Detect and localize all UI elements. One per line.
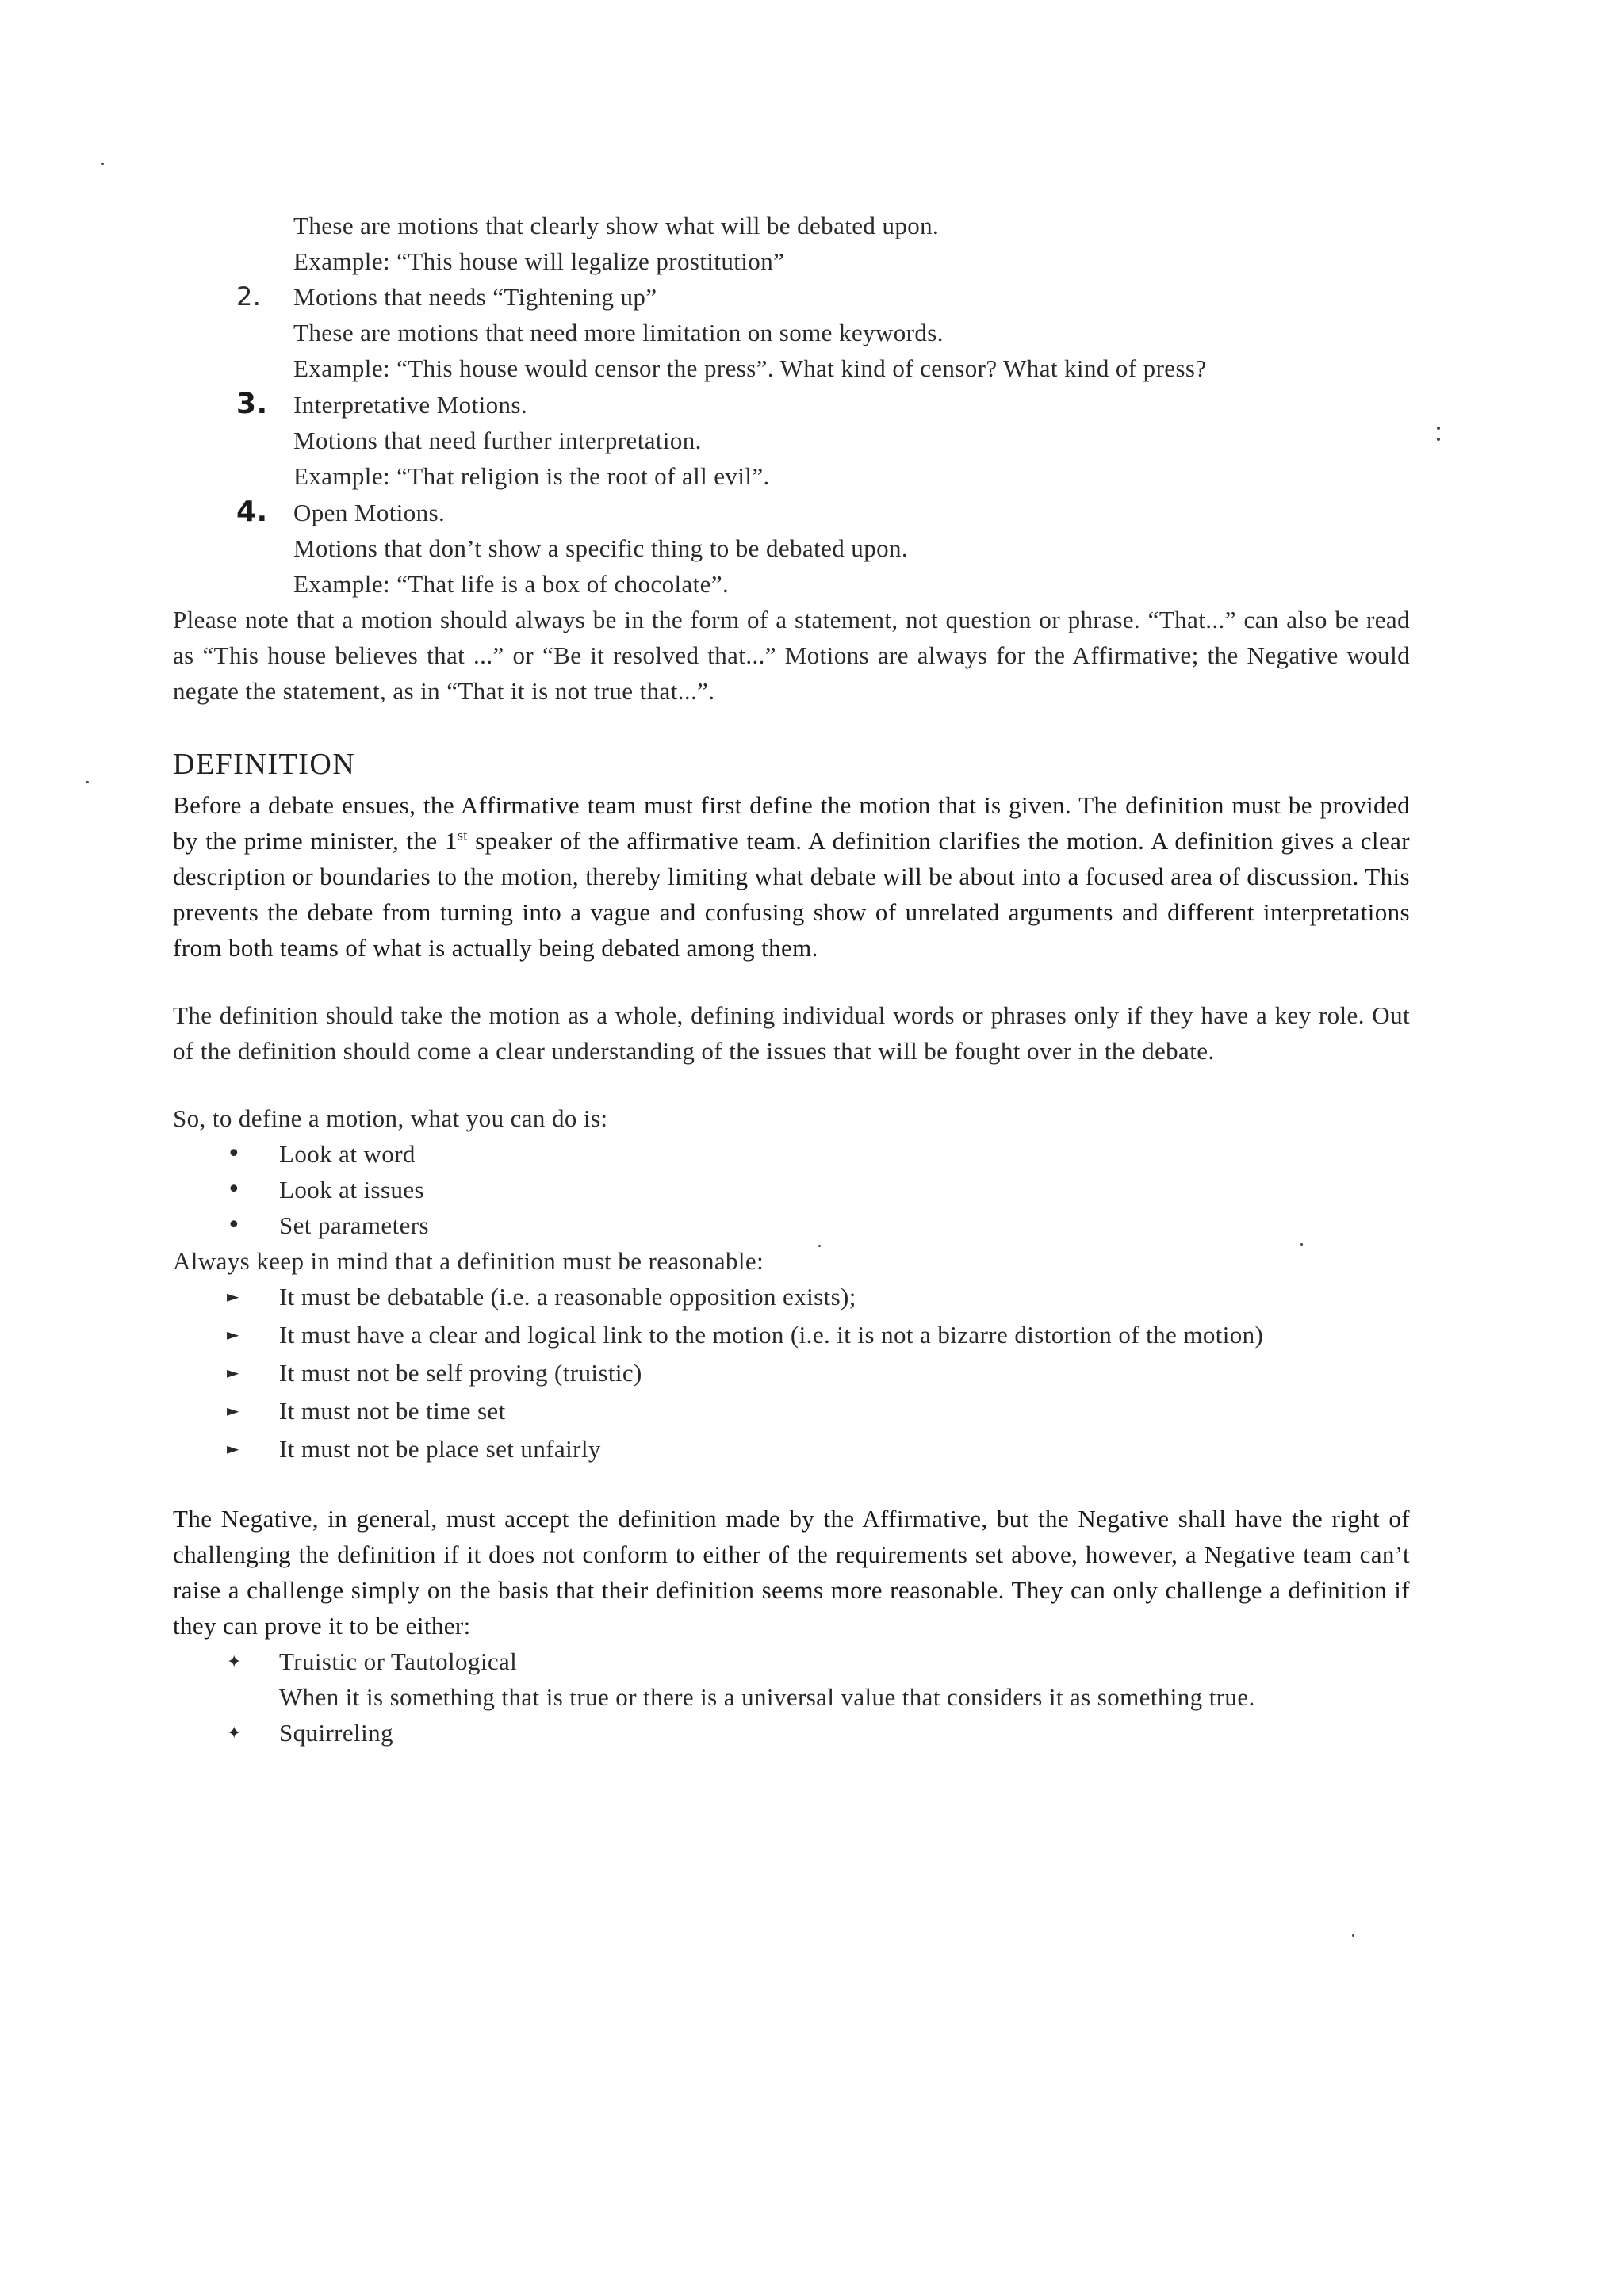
scan-speck — [86, 781, 89, 783]
type2-example: Example: “This house would censor the press”. What kind of censor? What kind of press? — [293, 354, 1207, 382]
definition-paragraph-2: The definition should take the motion as a whole, defining individual words or phrases only if they have a key role. Out of the definition should come a clear understanding of the issues that will be fought over in the debate. — [173, 1001, 1410, 1065]
reasonable-intro: Always keep in mind that a definition must be reasonable: — [173, 1247, 764, 1275]
type4-title: Open Motions. — [293, 499, 446, 526]
list-item: ► It must not be place set unfairly — [173, 1431, 1410, 1469]
arrow-bullet-icon — [173, 1355, 279, 1393]
list-item — [173, 1715, 1410, 1753]
type4-number: 4. — [236, 496, 268, 528]
type4-description: Motions that don’t show a specific thing to be debated upon. — [293, 534, 909, 562]
section-heading-definition: DEFINITION — [173, 748, 356, 781]
motion-type-1 — [173, 208, 1410, 279]
type3-title: Interpretative Motions. — [293, 391, 528, 419]
arrow-bullet-icon — [173, 1317, 279, 1355]
scan-speck — [102, 163, 104, 165]
bullet-dot-icon — [173, 1136, 279, 1172]
type1-description: These are motions that clearly show what will be debated upon. — [293, 212, 940, 239]
challenge-title: Squirreling — [279, 1719, 393, 1747]
reasonable-rules-list — [173, 1279, 1410, 1469]
diamond-bullet-icon — [173, 1715, 279, 1753]
type2-description: These are motions that need more limitation on some keywords. — [293, 319, 944, 346]
definition-paragraph-1-start: Before a debate ensues, the Affirmative team must first define the motion that is given. The definition must be provided by the prime minister, the 1 — [173, 791, 1410, 855]
challenge-list — [173, 1644, 1410, 1753]
arrow-bullet-icon — [173, 1279, 279, 1317]
define-steps-list — [173, 1136, 1410, 1243]
definition-paragraph-1 — [173, 787, 1410, 966]
list-item: • Look at issues — [173, 1172, 1410, 1207]
bullet-dot-icon — [173, 1207, 279, 1243]
list-item: ► It must have a clear and logical link to the motion (i.e. it is not a bizarre distortion of the motion) — [173, 1317, 1410, 1355]
list-item: • Look at word — [173, 1136, 1410, 1172]
page-content — [173, 208, 1410, 1753]
motion-type-3 — [173, 386, 1410, 494]
list-item: ► It must not be self proving (truistic) — [173, 1355, 1410, 1393]
note-paragraph: Please note that a motion should always be in the form of a statement, not question or phrase. “That...” can also be read as “This house believes that ...” or “Be it resolved that...” Motions are always for the Affirmative; the Negative would negate the statement, as in “That it is not true that...”. — [173, 606, 1410, 705]
negative-paragraph: The Negative, in general, must accept the definition made by the Affirmative, but the Negative shall have the right of challenging the definition if it does not conform to either of the requirements set above, however, a Negative team can’t raise a challenge simply on the basis that their definition seems more reasonable. They can only challenge a definition if they can prove it to be either: — [173, 1505, 1410, 1640]
type3-number: 3. — [236, 388, 268, 420]
define-intro: So, to define a motion, what you can do is: — [173, 1104, 608, 1132]
type4-example: Example: “That life is a box of chocolate”. — [293, 570, 730, 598]
list-item — [173, 1644, 1410, 1715]
list-item: ► It must not be time set — [173, 1393, 1410, 1431]
list-item: ► It must be debatable (i.e. a reasonable opposition exists); — [173, 1279, 1410, 1317]
challenge-title: Truistic or Tautological — [279, 1647, 518, 1675]
list-item: • Set parameters — [173, 1207, 1410, 1243]
motion-type-4 — [173, 494, 1410, 602]
arrow-bullet-icon — [173, 1431, 279, 1469]
type3-description: Motions that need further interpretation. — [293, 427, 702, 454]
type3-example: Example: “That religion is the root of all evil”. — [293, 462, 770, 490]
scan-speck — [1352, 1934, 1354, 1937]
scan-speck — [1437, 427, 1440, 430]
bullet-dot-icon — [173, 1172, 279, 1207]
definition-paragraph-1-end: speaker of the affirmative team. A definition clarifies the motion. A definition gives a clear description or boundaries to the motion, thereby limiting what debate will be about into a focused area of discussion. This prevents the debate from turning into a vague and confusing show of unrelated arguments and different interpretations from both teams of what is actually being debated among them. — [173, 827, 1410, 962]
type2-title: Motions that needs “Tightening up” — [293, 283, 657, 311]
diamond-bullet-icon — [173, 1644, 279, 1682]
motion-type-2 — [173, 279, 1410, 386]
ordinal-suffix: st — [457, 827, 468, 844]
type2-number: 2. — [236, 281, 262, 312]
scan-speck — [1437, 438, 1440, 441]
challenge-description: When it is something that is true or there is a universal value that considers it as something true. — [279, 1683, 1255, 1711]
arrow-bullet-icon — [173, 1393, 279, 1431]
type1-example: Example: “This house will legalize prostitution” — [293, 247, 785, 275]
